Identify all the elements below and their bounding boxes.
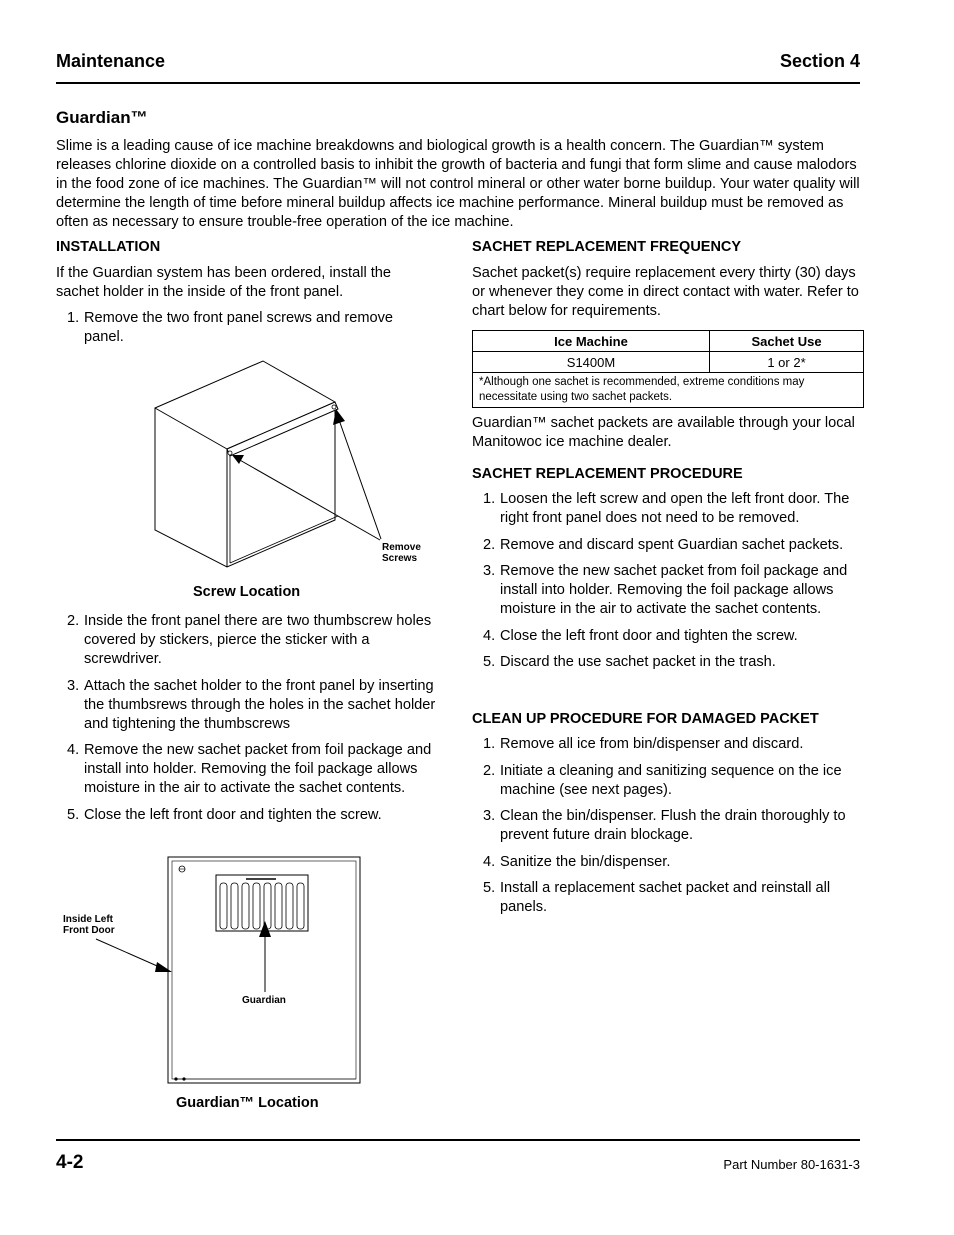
list-item: 2. Initiate a cleaning and sanitizing sequence on the ice machine (see next pages).: [483, 762, 842, 798]
sachet-use-table: [472, 330, 864, 408]
page-number: 4-2: [56, 1152, 84, 1173]
table-header: Ice Machine: [473, 331, 710, 352]
list-item: 5. Install a replacement sachet packet and reinstall all panels.: [483, 880, 831, 915]
remove-screws-label: Remove Screws: [382, 542, 421, 564]
availability-text: Guardian™ sachet packets are available through your local Manitowoc ice machine dealer.: [472, 415, 855, 450]
list-item: 2. Inside the front panel there are two thumbscrew holes covered by stickers, pierce the sticker with a screwdriver.: [67, 613, 432, 667]
list-item: 4. Remove the new sachet packet from foil package and install into holder. Removing the foil package allows moisture in the air to activate the sachet contents.: [67, 742, 432, 796]
section-number: Section 4: [779, 51, 860, 71]
procedure-step-list: [472, 490, 862, 672]
list-item: 5. Close the left front door and tighten the screw.: [67, 806, 382, 823]
inside-left-front-door-label: Inside Left Front Door: [63, 914, 115, 936]
table-header: Sachet Use: [710, 331, 864, 352]
table-cell: S1400M: [473, 352, 710, 373]
cabinet-outline: [155, 361, 335, 567]
installation-step-list-a: [56, 309, 436, 347]
installation-step-list-b: [56, 612, 436, 832]
list-item: 1. Remove the two front panel screws and remove panel.: [67, 310, 394, 345]
cleanup-heading: CLEAN UP PROCEDURE FOR DAMAGED PACKET: [472, 711, 819, 727]
list-item: 4. Sanitize the bin/dispenser.: [483, 853, 671, 870]
cleanup-section: [472, 711, 862, 925]
sachet-holder-icon: [216, 875, 308, 931]
frequency-text: Sachet packet(s) require replacement every thirty (30) days or whenever they come in direct contact with water. Refer to chart below for requirements.: [472, 265, 859, 319]
installation-text: If the Guardian system has been ordered, install the sachet holder in the inside of the front panel.: [56, 265, 392, 300]
part-number: Part Number 80-1631-3: [723, 1157, 860, 1172]
header-rule: [56, 82, 860, 84]
procedure-heading: SACHET REPLACEMENT PROCEDURE: [472, 466, 743, 482]
list-item: 3. Remove the new sachet packet from foil package and install into holder. Removing the foil package allows moisture in the air to activate the sachet contents.: [483, 563, 848, 617]
frequency-heading: SACHET REPLACEMENT FREQUENCY: [472, 239, 742, 255]
table-note: *Although one sachet is recommended, extreme conditions may necessitate using two sachet packets.: [473, 373, 864, 408]
screw-icon: [332, 405, 336, 409]
footer-rule: [56, 1139, 860, 1141]
list-item: 1. Loosen the left screw and open the left front door. The right front panel does not need to be removed.: [483, 491, 850, 526]
figure1-caption: Screw Location: [193, 584, 301, 600]
frequency-section: [472, 239, 862, 321]
page-title: Guardian™: [56, 108, 148, 127]
installation-section: [56, 239, 436, 355]
installation-heading: INSTALLATION: [56, 239, 161, 255]
list-item: 3. Clean the bin/dispenser. Flush the drain thoroughly to prevent future drain blockage.: [483, 808, 846, 843]
procedure-section: [472, 414, 862, 680]
cleanup-step-list: [472, 735, 862, 917]
list-item: 3. Attach the sachet holder to the front panel by inserting the thumbsrews through the holes in the sachet holder and tightening the thumbscrews: [67, 677, 436, 732]
screw-icon: [228, 451, 232, 455]
list-item: 2. Remove and discard spent Guardian sachet packets.: [483, 536, 844, 553]
figure2-caption: Guardian™ Location: [176, 1095, 319, 1111]
screw-location-figure: [140, 355, 440, 570]
section-name: Maintenance: [56, 51, 166, 71]
guardian-label: Guardian: [242, 995, 286, 1006]
table-cell: 1 or 2*: [710, 352, 864, 373]
list-item: 5. Discard the use sachet packet in the trash.: [483, 654, 776, 670]
list-item: 4. Close the left front door and tighten the screw.: [483, 627, 798, 644]
table-row: [473, 373, 864, 408]
guardian-location-figure: [60, 855, 365, 1087]
list-item: 1. Remove all ice from bin/dispenser and discard.: [483, 736, 804, 752]
intro-paragraph: Slime is a leading cause of ice machine breakdowns and biological growth is a health concern. The Guardian™ system releases chlorine dioxide on a controlled basis to inhibit the growth of bacteria and fungi that form slime and cause malodors in the food zone of ice machines. The Guardian™ will not control mineral or other water borne buildup. Your water quality will determine the length of time before mineral buildup affects ice machine performance. Mineral buildup must be removed as often as necessary to ensure trouble-free operation of the ice machine.: [56, 138, 860, 230]
table-row: [473, 352, 864, 373]
